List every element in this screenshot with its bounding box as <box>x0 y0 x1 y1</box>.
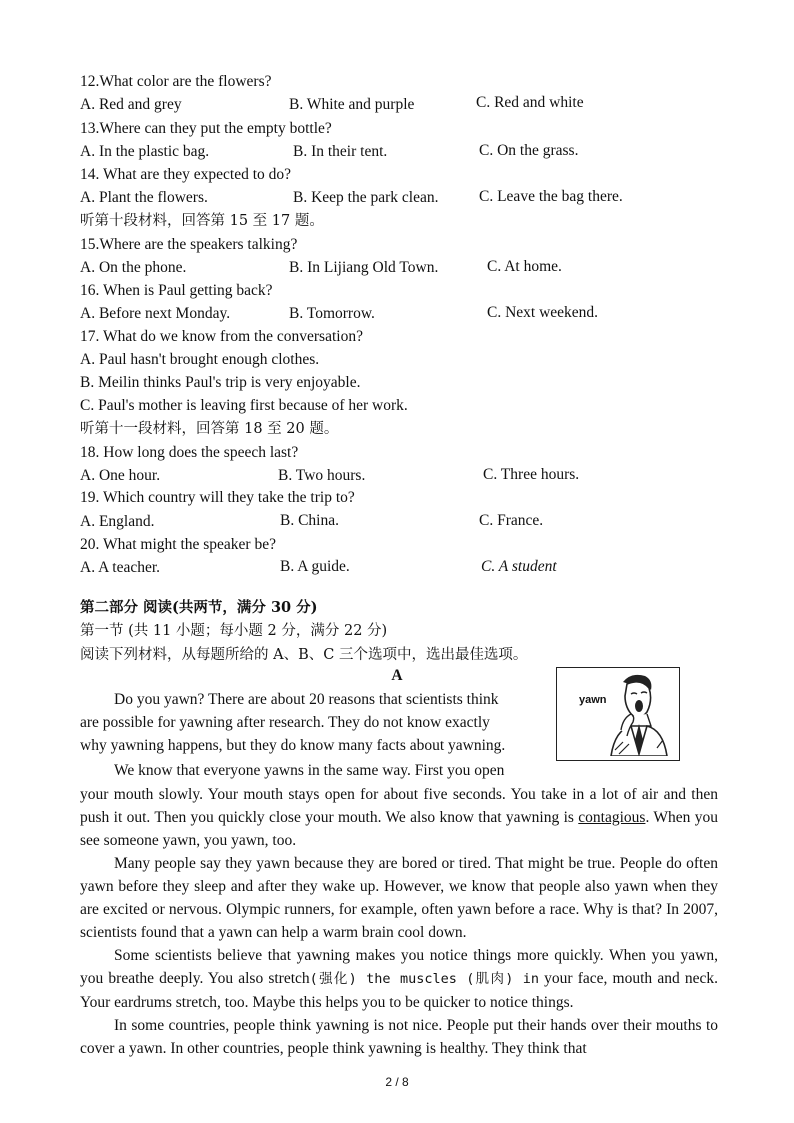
question-18-option-b: B. Two hours. <box>278 467 366 484</box>
yawning-man-icon <box>601 670 673 756</box>
question-17-option-b: B. Meilin thinks Paul's trip is very enjoyable. <box>80 374 361 391</box>
question-13-option-a: A. In the plastic bag. <box>80 143 210 160</box>
question-15-option-b: B. In Lijiang Old Town. <box>289 259 439 276</box>
question-17-stem: 17. What do we know from the conversation? <box>80 328 363 345</box>
question-13-stem: 13.Where can they put the empty bottle? <box>80 120 332 137</box>
question-19-stem: 19. Which country will they take the trip to? <box>80 489 355 506</box>
reading-instruction: 阅读下列材料，从每题所给的 A、B、C 三个选项中，选出最佳选项。 <box>80 647 528 663</box>
paragraph-1-line-3: why yawning happens, but they do know many facts about yawning. <box>80 737 506 754</box>
question-19-option-a: A. England. <box>80 513 155 530</box>
section-1-heading: 第一节 (共 11 小题；每小题 2 分，满分 22 分) <box>80 623 388 639</box>
paragraph-2-line-1: We know that everyone yawns in the same way. First you open <box>114 762 505 779</box>
question-19-option-c: C. France. <box>479 512 544 529</box>
question-20-stem: 20. What might the speaker be? <box>80 536 276 553</box>
question-20-option-c: C. A student <box>481 558 557 575</box>
question-18-option-c: C. Three hours. <box>483 466 580 483</box>
underlined-word-contagious: contagious <box>578 809 646 826</box>
question-18-option-a: A. One hour. <box>80 467 161 484</box>
question-16-option-b: B. Tomorrow. <box>289 305 375 322</box>
yawn-illustration <box>556 667 680 761</box>
part-2-heading: 第二部分 阅读(共两节，满分 30 分) <box>80 599 318 616</box>
question-15-stem: 15.Where are the speakers talking? <box>80 236 298 253</box>
question-16-option-a: A. Before next Monday. <box>80 305 231 322</box>
question-19-option-b: B. China. <box>280 512 339 529</box>
mono-gloss: (强化) the muscles (肌肉) in <box>309 971 540 987</box>
figure-caption: yawn <box>579 694 607 706</box>
passage-paragraph-3: Many people say they yawn because they are bored or tired. That might be true. People do often yawn before they sleep and after they wake up. However, we know that people also yawn when they are excited or nervous. Olympic runners, for example, often yawn before a race. Why is that? In 2007, scientists found that a yawn can help a warm brain cool down. <box>80 855 718 941</box>
question-14-option-b: B. Keep the park clean. <box>293 189 439 206</box>
paragraph-2-continued: your mouth slowly. Your mouth stays open for about five seconds. You take in a lot of air and then push it out. Then you quickly close your mouth. We also know that yawning is contagious. When you see someone yawn, you yawn, too. <box>80 786 718 849</box>
listening-section-11-heading: 听第十一段材料，回答第 18 至 20 题。 <box>80 421 339 437</box>
question-12-option-c: C. Red and white <box>476 94 584 111</box>
passage-paragraph-5: In some countries, people think yawning is not nice. People put their hands over their mouths to cover a yawn. In other countries, people think yawning is healthy. They think that <box>80 1017 718 1057</box>
question-18-stem: 18. How long does the speech last? <box>80 444 299 461</box>
question-20-option-a: A. A teacher. <box>80 559 161 576</box>
question-17-option-a: A. Paul hasn't brought enough clothes. <box>80 351 320 368</box>
question-14-option-a: A. Plant the flowers. <box>80 189 208 206</box>
question-17-option-c: C. Paul's mother is leaving first because of her work. <box>80 397 408 414</box>
question-12-option-a: A. Red and grey <box>80 96 182 113</box>
paragraph-1-line-1: Do you yawn? There are about 20 reasons that scientists think <box>114 691 499 708</box>
passage-body <box>80 783 718 1060</box>
question-15-option-a: A. On the phone. <box>80 259 187 276</box>
question-13-option-c: C. On the grass. <box>479 142 579 159</box>
question-12-stem: 12.What color are the flowers? <box>80 73 272 90</box>
question-16-option-c: C. Next weekend. <box>487 304 599 321</box>
question-14-stem: 14. What are they expected to do? <box>80 166 292 183</box>
question-15-option-c: C. At home. <box>487 258 562 275</box>
question-20-option-b: B. A guide. <box>280 558 350 575</box>
page-number: 2 / 8 <box>385 1075 409 1089</box>
question-14-option-c: C. Leave the bag there. <box>479 188 623 205</box>
passage-paragraph-4: Some scientists believe that yawning makes you notice things more quickly. When you yawn, you breathe deeply. You also stretch(强化) the muscles (肌肉) in your face, mouth and neck. Your eardrums stretch, too. Maybe this helps you to be quicker to notice things. <box>80 947 718 1011</box>
listening-section-10-heading: 听第十段材料，回答第 15 至 17 题。 <box>80 213 324 229</box>
question-16-stem: 16. When is Paul getting back? <box>80 282 273 299</box>
paragraph-1-line-2: are possible for yawning after research. They do not know exactly <box>80 714 490 731</box>
question-13-option-b: B. In their tent. <box>293 143 388 160</box>
question-12-option-b: B. White and purple <box>289 96 415 113</box>
passage-label: A <box>391 667 403 684</box>
